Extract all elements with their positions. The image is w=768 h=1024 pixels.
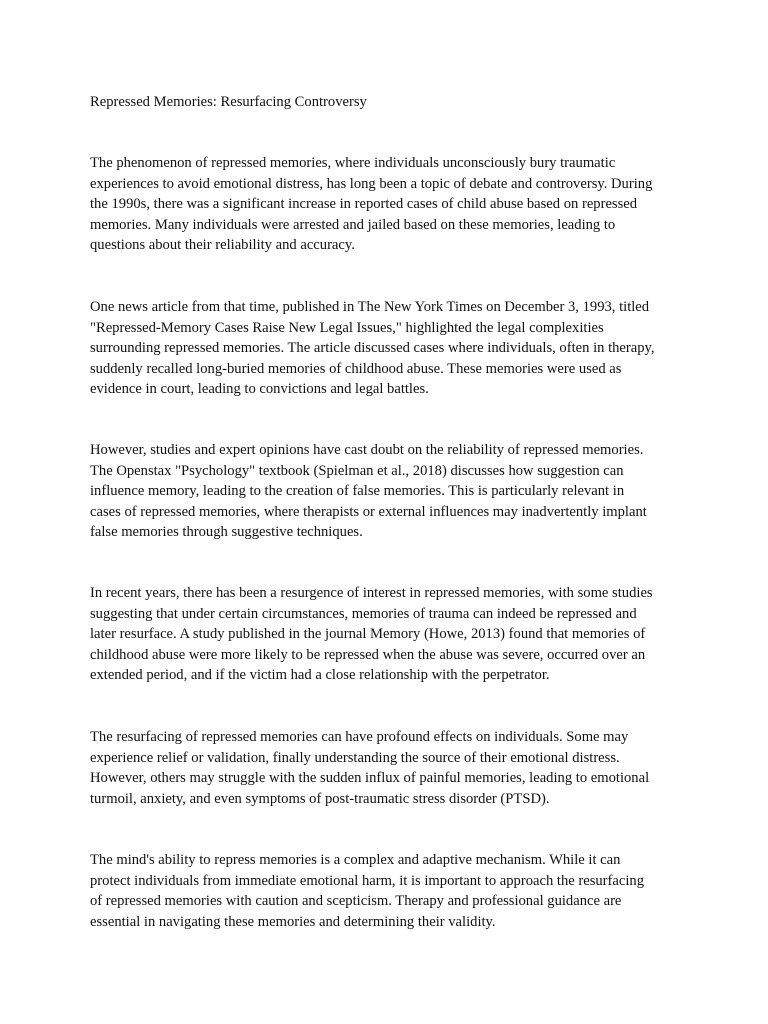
paragraph-2: One news article from that time, published in The New York Times on December 3, 1993, titled "Repressed-Memory Cases Raise New Legal Issues," highlighted the legal complexities surrounding repressed memories. The article discussed cases where individuals, often in therapy, suddenly recalled long-buried memories of childhood abuse. These memories were used as evidence in court, leading to convictions and legal battles. bbox=[90, 299, 655, 397]
paragraph-5: The resurfacing of repressed memories can have profound effects on individuals. Some may experience relief or validation, finally understanding the source of their emotional distress. However, others may struggle with the sudden influx of painful memories, leading to emotional turmoil, anxiety, and even symptoms of post-traumatic stress disorder (PTSD). bbox=[90, 729, 650, 807]
paragraph-4: In recent years, there has been a resurgence of interest in repressed memories, with some studies suggesting that under certain circumstances, memories of trauma can indeed be repressed and later resurface. A study published in the journal Memory (Howe, 2013) found that memories of childhood abuse were more likely to be repressed when the abuse was severe, occurred over an extended period, and if the victim had a close relationship with the perpetrator. bbox=[90, 585, 653, 683]
paragraph-1: The phenomenon of repressed memories, where individuals unconsciously bury traumatic experiences to avoid emotional distress, has long been a topic of debate and controversy. During the 1990s, there was a significant increase in reported cases of child abuse based on repressed memories. Many individuals were arrested and jailed based on these memories, leading to questions about their reliability and accuracy. bbox=[90, 155, 653, 253]
paragraph-3: However, studies and expert opinions have cast doubt on the reliability of repressed memories. The Openstax "Psychology" textbook (Spielman et al., 2018) discusses how suggestion can influence memory, leading to the creation of false memories. This is particularly relevant in cases of repressed memories, where therapists or external influences may inadvertently implant false memories through suggestive techniques. bbox=[90, 442, 647, 540]
document-title: Repressed Memories: Resurfacing Controversy bbox=[90, 94, 367, 110]
paragraph-6: The mind's ability to repress memories is a complex and adaptive mechanism. While it can protect individuals from immediate emotional harm, it is important to approach the resurfacing of repressed memories with caution and scepticism. Therapy and professional guidance are essential in navigating these memories and determining their validity. bbox=[90, 852, 644, 930]
